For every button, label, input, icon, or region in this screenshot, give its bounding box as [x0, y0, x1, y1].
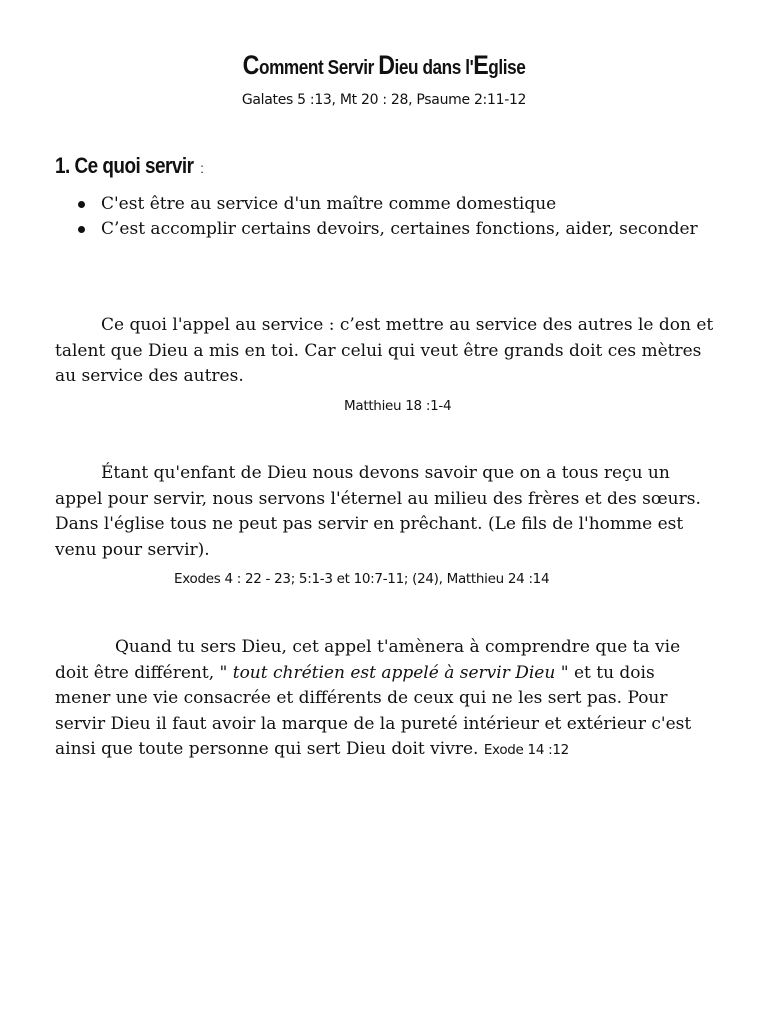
title-references: Galates 5 :13, Mt 20 : 28, Psaume 2:11-12	[241, 92, 527, 108]
document-title	[54, 50, 714, 81]
paragraph-appel-text: Ce quoi l'appel au service : c’est mettre au service des autres le don et talent que Dieu a mis en toi. Car celui qui veut être grands doit ces mètres au service des autres.	[55, 315, 714, 386]
paragraph-enfant-reference: Exodes 4 : 22 - 23; 5:1-3 et 10:7-11; (24), Matthieu 24 :14	[174, 571, 550, 587]
paragraph-servir-quote: tout chrétien est appelé à servir Dieu	[232, 662, 556, 683]
section-heading	[55, 153, 203, 179]
list-item-text: C’est accomplir certains devoirs, certaines fonctions, aider, seconder	[101, 219, 698, 239]
list-item-text: C'est être au service d'un maître comme domestique	[101, 194, 557, 214]
section-heading-text: 1. Ce quoi servir	[55, 153, 194, 178]
paragraph-servir-text-1: Quand tu sers Dieu, cet appel t'amènera à comprendre que ta vie doit être différent, "	[55, 637, 681, 683]
list-item	[78, 217, 718, 242]
title-initial-2: D	[378, 50, 395, 80]
paragraph-enfant-text: Étant qu'enfant de Dieu nous devons savoir que on a tous reçu un appel pour servir, nous servons l'éternel au milieu des frères et des sœurs. Dans l'église tous ne peut pas servir en prêchant. (Le fils de l'homme est venu pour servir).	[55, 463, 701, 560]
title-initial-1: C	[242, 50, 259, 80]
list-item	[78, 192, 718, 217]
title-text-1: omment Servir	[258, 57, 379, 79]
paragraph-servir-reference: Exode 14 :12	[483, 742, 569, 758]
title-text-2: ieu dans l'	[394, 57, 474, 79]
section-heading-colon: :	[200, 160, 204, 176]
paragraph-appel	[55, 313, 715, 390]
paragraph-appel-reference: Matthieu 18 :1-4	[344, 398, 452, 414]
bullet-icon	[78, 226, 85, 233]
title-initial-3: E	[473, 50, 489, 80]
paragraph-enfant	[55, 461, 715, 563]
paragraph-servir	[55, 635, 715, 764]
title-text-3: glise	[488, 57, 526, 79]
definition-list	[78, 192, 718, 242]
bullet-icon	[78, 201, 85, 208]
paragraph-servir-text-2: " et tu dois mener une vie consacrée et différents de ceux qui ne les sert pas. Pour servir Dieu il faut avoir la marque de la pureté intérieur et extérieur c'est ainsi que toute personne qui sert Dieu doit vivre.	[55, 662, 692, 759]
